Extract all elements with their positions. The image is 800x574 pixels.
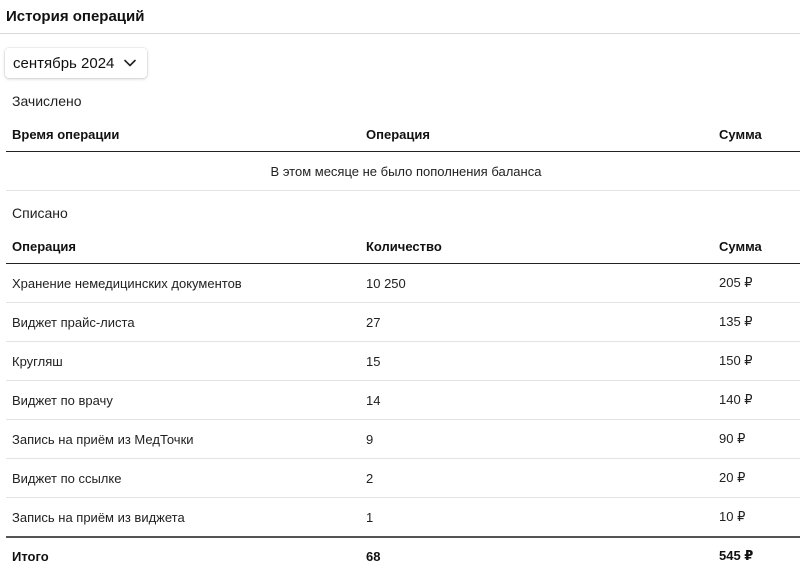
quantity-cell: 10 250	[360, 264, 713, 303]
operation-cell: Хранение немедицинских документов	[6, 264, 360, 303]
debited-section-title: Списано	[12, 205, 68, 221]
column-header-amount: Сумма	[713, 118, 800, 152]
quantity-cell: 9	[360, 420, 713, 459]
table-row	[6, 342, 800, 381]
table-header-row	[6, 230, 800, 264]
total-quantity: 68	[360, 537, 713, 574]
amount-cell: 20 ₽	[713, 459, 800, 498]
quantity-cell: 14	[360, 381, 713, 420]
total-label: Итого	[6, 537, 360, 574]
credited-section-title: Зачислено	[12, 93, 82, 109]
column-header-quantity: Количество	[360, 230, 713, 264]
operation-cell: Виджет по ссылке	[6, 459, 360, 498]
amount-cell: 90 ₽	[713, 420, 800, 459]
chevron-down-icon	[123, 56, 137, 70]
operation-cell: Виджет прайс-листа	[6, 303, 360, 342]
column-header-amount: Сумма	[713, 230, 800, 264]
operation-cell: Кругляш	[6, 342, 360, 381]
month-select[interactable]	[5, 48, 147, 78]
quantity-cell: 2	[360, 459, 713, 498]
table-row	[6, 264, 800, 303]
amount-cell: 135 ₽	[713, 303, 800, 342]
quantity-cell: 27	[360, 303, 713, 342]
amount-cell: 150 ₽	[713, 342, 800, 381]
column-header-time: Время операции	[6, 118, 360, 152]
operation-cell: Виджет по врачу	[6, 381, 360, 420]
empty-row	[6, 152, 800, 191]
credited-table	[6, 118, 800, 191]
column-header-operation: Операция	[6, 230, 360, 264]
page-header	[0, 0, 800, 34]
quantity-cell: 1	[360, 498, 713, 538]
total-amount: 545 ₽	[713, 537, 800, 574]
debited-table	[6, 230, 800, 574]
quantity-cell: 15	[360, 342, 713, 381]
table-row	[6, 498, 800, 538]
operation-cell: Запись на приём из МедТочки	[6, 420, 360, 459]
month-select-value: сентябрь 2024	[13, 54, 115, 72]
table-header-row	[6, 118, 800, 152]
amount-cell: 205 ₽	[713, 264, 800, 303]
table-row	[6, 420, 800, 459]
amount-cell: 10 ₽	[713, 498, 800, 538]
column-header-operation: Операция	[360, 118, 713, 152]
table-row	[6, 381, 800, 420]
table-row	[6, 459, 800, 498]
empty-message: В этом месяце не было пополнения баланса	[6, 152, 800, 191]
amount-cell: 140 ₽	[713, 381, 800, 420]
total-row	[6, 537, 800, 574]
table-row	[6, 303, 800, 342]
page-title: История операций	[6, 8, 145, 25]
operation-cell: Запись на приём из виджета	[6, 498, 360, 538]
